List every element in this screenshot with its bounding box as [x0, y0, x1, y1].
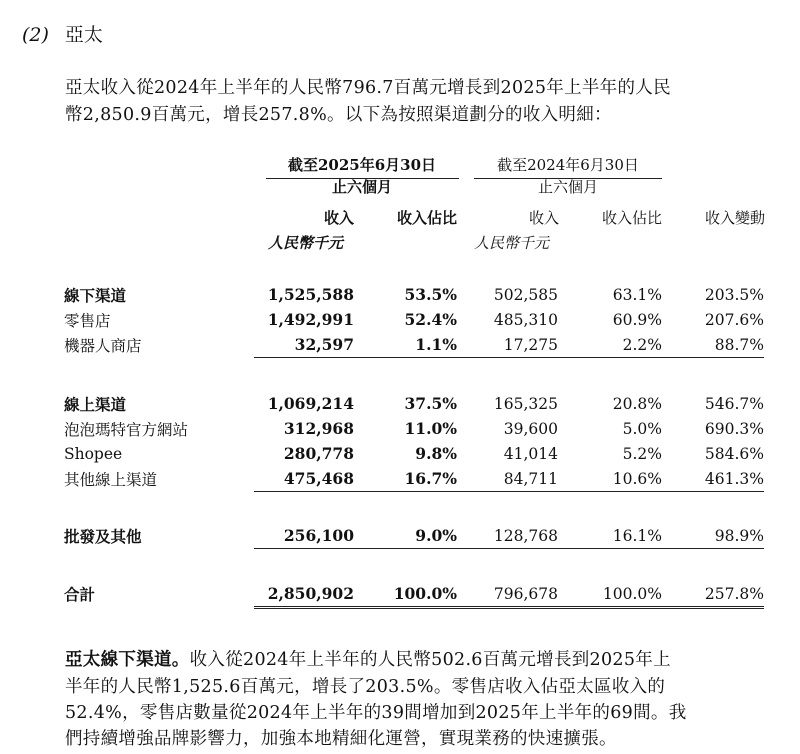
- offline-line-1: [65, 646, 671, 671]
- period-2025-line1: 截至2025年6月30日: [287, 156, 437, 174]
- col-share-2025: 收入佔比: [396, 209, 457, 227]
- cell-share-2025: 100.0%: [354, 581, 457, 608]
- cell-change: 207.6%: [704, 310, 764, 329]
- cell-share-2025: 9.8%: [415, 444, 457, 463]
- row-label: Shopee: [64, 444, 123, 463]
- row-label: 合計: [64, 585, 96, 605]
- cell-share-2024: 5.0%: [622, 419, 662, 438]
- cell-share-2024: 100.0%: [558, 581, 662, 608]
- table-row: [64, 466, 764, 492]
- cell-rev-2024: 128,768: [457, 523, 558, 549]
- row-label: 其他線上渠道: [64, 470, 158, 489]
- table-row: [64, 307, 764, 332]
- cell-rev-2024: 41,014: [503, 444, 558, 463]
- table-row: [64, 282, 764, 307]
- unit-2024: 人民幣千元: [474, 234, 550, 252]
- cell-rev-2025: 32,597: [254, 332, 354, 358]
- period-2024-rule: [474, 178, 662, 179]
- offline-line-2: 半年的人民幣1,525.6百萬元，增長了203.5%。零售店收入佔亞太區收入的: [65, 677, 666, 697]
- col-change: 收入變動: [704, 209, 765, 227]
- revenue-table: [64, 282, 764, 609]
- offline-heading: 亞太線下渠道。: [65, 650, 190, 670]
- cell-rev-2025: 312,968: [283, 419, 354, 438]
- cell-share-2024: 20.8%: [612, 394, 662, 413]
- row-label: 零售店: [64, 311, 111, 330]
- cell-change: 546.7%: [704, 394, 764, 413]
- row-label: 批發及其他: [64, 526, 142, 546]
- cell-change: 690.3%: [704, 419, 764, 438]
- intro-line-2: 幣2,850.9百萬元，增長257.8%。以下為按照渠道劃分的收入明細：: [65, 105, 612, 125]
- period-2024-line2: 止六個月: [537, 178, 598, 196]
- cell-share-2024: 60.9%: [612, 310, 662, 329]
- cell-share-2025: 37.5%: [404, 394, 457, 413]
- cell-rev-2025: 475,468: [254, 466, 354, 492]
- table-row: [64, 391, 764, 416]
- cell-rev-2024: 485,310: [493, 310, 558, 329]
- cell-share-2025: 11.0%: [404, 419, 457, 438]
- table-row: [64, 441, 764, 466]
- cell-share-2024: 2.2%: [558, 332, 662, 358]
- cell-change: 461.3%: [662, 466, 764, 492]
- cell-change: 584.6%: [704, 444, 764, 463]
- cell-share-2024: 63.1%: [612, 285, 662, 304]
- table-row: [64, 523, 764, 549]
- section-number: (2): [22, 24, 49, 46]
- cell-rev-2025: 280,778: [283, 444, 354, 463]
- cell-rev-2025: 1,525,588: [267, 285, 354, 304]
- cell-share-2025: 53.5%: [404, 285, 457, 304]
- cell-share-2025: 16.7%: [354, 466, 457, 492]
- unit-2025: 人民幣千元: [268, 234, 344, 252]
- cell-share-2024: 16.1%: [558, 523, 662, 549]
- cell-share-2025: 9.0%: [354, 523, 457, 549]
- period-2025-header: [262, 154, 462, 198]
- period-2024-header: [468, 154, 668, 198]
- row-label: 線下渠道: [64, 285, 127, 305]
- cell-rev-2024: 84,711: [457, 466, 558, 492]
- cell-share-2024: 5.2%: [622, 444, 662, 463]
- cell-change: 203.5%: [704, 285, 764, 304]
- cell-rev-2025: 1,069,214: [267, 394, 354, 413]
- period-2024-line1: 截至2024年6月30日: [497, 156, 639, 174]
- intro-line-1: 亞太收入從2024年上半年的人民幣796.7百萬元增長到2025年上半年的人民: [65, 78, 671, 98]
- table-row-total: [64, 581, 764, 608]
- col-revenue-2025: 收入: [323, 209, 354, 227]
- row-label: 線上渠道: [64, 394, 127, 414]
- row-label: 泡泡瑪特官方網站: [64, 420, 189, 439]
- cell-rev-2025: 2,850,902: [254, 581, 354, 608]
- table-row: [64, 332, 764, 358]
- cell-rev-2025: 256,100: [254, 523, 354, 549]
- col-revenue-2024: 收入: [528, 209, 559, 227]
- cell-change: 88.7%: [662, 332, 764, 358]
- cell-rev-2024: 39,600: [503, 419, 558, 438]
- cell-rev-2024: 165,325: [493, 394, 558, 413]
- offline-line-1-text: 收入從2024年上半年的人民幣502.6百萬元增長到2025年上: [189, 650, 671, 670]
- cell-rev-2024: 17,275: [457, 332, 558, 358]
- cell-rev-2024: 796,678: [457, 581, 558, 608]
- cell-share-2025: 52.4%: [404, 310, 457, 329]
- offline-line-4: 們持續增強品牌影響力，加強本地精細化運營，實現業務的快速擴張。: [65, 729, 617, 749]
- cell-rev-2024: 502,585: [493, 285, 558, 304]
- table-row: [64, 416, 764, 441]
- section-heading: [22, 20, 103, 47]
- offline-line-3: 52.4%，零售店數量從2024年上半年的39間增加到2025年上半年的69間。我: [65, 703, 687, 723]
- cell-share-2024: 10.6%: [558, 466, 662, 492]
- col-share-2024: 收入佔比: [601, 209, 662, 227]
- cell-rev-2025: 1,492,991: [267, 310, 354, 329]
- period-2025-rule: [266, 178, 459, 179]
- cell-change: 257.8%: [662, 581, 764, 608]
- period-2025-line2: 止六個月: [331, 178, 392, 196]
- cell-change: 98.9%: [662, 523, 764, 549]
- cell-share-2025: 1.1%: [354, 332, 457, 358]
- row-label: 機器人商店: [64, 336, 142, 355]
- section-title: 亞太: [64, 24, 103, 46]
